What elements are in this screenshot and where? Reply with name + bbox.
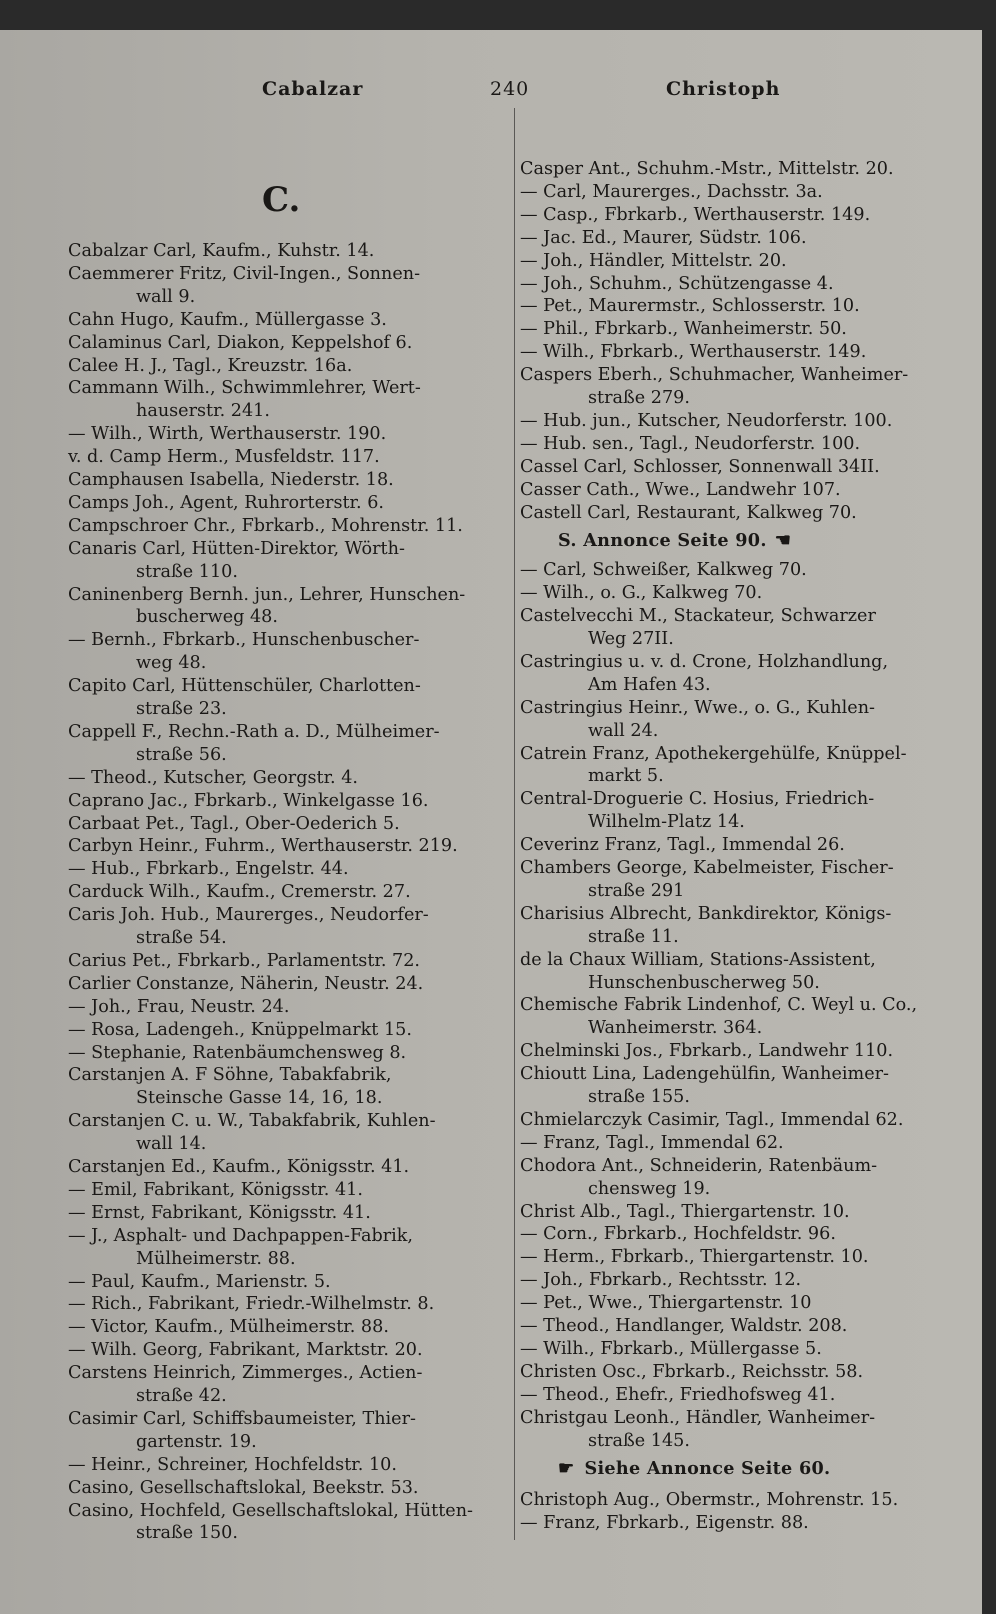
- directory-entry: Castell Carl, Restaurant, Kalkweg 70.: [520, 502, 857, 523]
- entry-continuation: Hunschenbuscherweg 50.: [588, 972, 820, 993]
- entry-continuation: Am Hafen 43.: [588, 674, 711, 695]
- directory-entry: Carstens Heinrich, Zimmerges., Actien-: [68, 1363, 423, 1384]
- directory-entry: — Hub. jun., Kutscher, Neudorferstr. 100.: [520, 410, 893, 431]
- section-letter: C.: [262, 180, 301, 220]
- directory-entry: — Phil., Fbrkarb., Wanheimerstr. 50.: [520, 319, 847, 340]
- entry-continuation: straße 150.: [136, 1523, 238, 1544]
- directory-entry: Cahn Hugo, Kaufm., Müllergasse 3.: [68, 309, 387, 330]
- entry-continuation: gartenstr. 19.: [136, 1431, 257, 1452]
- directory-entry: v. d. Camp Herm., Musfeldstr. 117.: [68, 447, 380, 468]
- directory-entry: — Carl, Schweißer, Kalkweg 70.: [520, 560, 807, 581]
- directory-entry: — Bernh., Fbrkarb., Hunschenbuscher-: [68, 630, 420, 651]
- directory-entry: — Wilh. Georg, Fabrikant, Marktstr. 20.: [68, 1340, 423, 1361]
- entry-continuation: straße 110.: [136, 561, 238, 582]
- directory-entry: Caprano Jac., Fbrkarb., Winkelgasse 16.: [68, 790, 429, 811]
- directory-entry: — Wilh., o. G., Kalkweg 70.: [520, 583, 763, 604]
- directory-entry: Christgau Leonh., Händler, Wanheimer-: [520, 1407, 876, 1428]
- directory-entry: — Theod., Handlanger, Waldstr. 208.: [520, 1316, 848, 1336]
- directory-entry: — Joh., Frau, Neustr. 24.: [68, 996, 290, 1017]
- entry-continuation: straße 291: [588, 880, 685, 901]
- entry-continuation: straße 155.: [588, 1087, 690, 1107]
- directory-entry: — Rich., Fabrikant, Friedr.-Wilhelmstr. 8.: [68, 1294, 435, 1315]
- directory-entry: Catrein Franz, Apothekergehülfe, Knüppel-: [520, 743, 907, 764]
- directory-entry: Carbaat Pet., Tagl., Ober-Oederich 5.: [68, 813, 400, 834]
- entry-continuation: hauserstr. 241.: [136, 401, 270, 422]
- directory-entry: de la Chaux William, Stations-Assistent,: [520, 949, 876, 970]
- directory-entry: Calaminus Carl, Diakon, Keppelshof 6.: [68, 332, 413, 353]
- directory-entry: — Paul, Kaufm., Marienstr. 5.: [68, 1271, 331, 1292]
- directory-entry: Chioutt Lina, Ladengehülfin, Wanheimer-: [520, 1064, 889, 1085]
- directory-entry: Carbyn Heinr., Fuhrm., Werthauserstr. 219.: [68, 836, 458, 857]
- directory-entry: — Joh., Händler, Mittelstr. 20.: [520, 250, 787, 271]
- directory-entry: — Herm., Fbrkarb., Thiergartenstr. 10.: [520, 1247, 869, 1268]
- entry-continuation: Steinsche Gasse 14, 16, 18.: [136, 1088, 383, 1109]
- annonce-text: Siehe Annonce Seite 60.: [584, 1458, 831, 1480]
- directory-entry: — Heinr., Schreiner, Hochfeldstr. 10.: [68, 1454, 397, 1475]
- directory-entry: Carlier Constanze, Näherin, Neustr. 24.: [68, 973, 424, 994]
- running-head-left: Cabalzar: [262, 78, 364, 100]
- directory-entry: Campschroer Chr., Fbrkarb., Mohrenstr. 11.: [68, 515, 463, 536]
- directory-entry: — Theod., Ehefr., Friedhofsweg 41.: [520, 1384, 836, 1405]
- directory-entry: — Emil, Fabrikant, Königsstr. 41.: [68, 1179, 363, 1200]
- entry-continuation: straße 23.: [136, 699, 227, 719]
- directory-entry: Carstanjen Ed., Kaufm., Königsstr. 41.: [68, 1157, 410, 1177]
- directory-entry: Chambers George, Kabelmeister, Fischer-: [520, 858, 894, 878]
- entry-continuation: wall 24.: [588, 720, 659, 741]
- entry-continuation: weg 48.: [136, 653, 207, 674]
- directory-entry: Casper Ant., Schuhm.-Mstr., Mittelstr. 20.: [520, 159, 894, 179]
- directory-entry: — Carl, Maurerges., Dachsstr. 3a.: [520, 181, 823, 202]
- directory-entry: Chemische Fabrik Lindenhof, C. Weyl u. Co.,: [520, 995, 918, 1016]
- directory-entry: Camphausen Isabella, Niederstr. 18.: [68, 470, 394, 490]
- directory-entry: Caemmerer Fritz, Civil-Ingen., Sonnen-: [68, 263, 421, 284]
- annonce-note: [520, 530, 791, 552]
- directory-entry: Castelvecchi M., Stackateur, Schwarzer: [520, 606, 876, 627]
- directory-entry: Chelminski Jos., Fbrkarb., Landwehr 110.: [520, 1041, 894, 1062]
- entry-continuation: straße 279.: [588, 388, 690, 408]
- entry-continuation: chensweg 19.: [588, 1178, 711, 1199]
- directory-entry: Casino, Hochfeld, Gesellschaftslokal, Hütten-: [68, 1500, 473, 1521]
- directory-entry: Camps Joh., Agent, Ruhrorterstr. 6.: [68, 492, 384, 513]
- pointing-hand-right-icon: ☛: [558, 1458, 575, 1480]
- entry-continuation: straße 56.: [136, 744, 227, 765]
- directory-entry: — Victor, Kaufm., Mülheimerstr. 88.: [68, 1317, 389, 1338]
- directory-entry: Carius Pet., Fbrkarb., Parlamentstr. 72.: [68, 950, 421, 971]
- directory-entry: Carduck Wilh., Kaufm., Cremerstr. 27.: [68, 882, 411, 903]
- directory-entry: Cabalzar Carl, Kaufm., Kuhstr. 14.: [68, 241, 375, 261]
- pointing-hand-left-icon: ☚: [774, 530, 792, 552]
- entry-continuation: straße 145.: [588, 1430, 690, 1451]
- directory-entry: — Jac. Ed., Maurer, Südstr. 106.: [520, 227, 807, 248]
- directory-entry: — Wilh., Fbrkarb., Werthauserstr. 149.: [520, 342, 867, 363]
- directory-entry: — Franz, Fbrkarb., Eigenstr. 88.: [520, 1513, 809, 1534]
- directory-entry: — Theod., Kutscher, Georgstr. 4.: [68, 767, 359, 788]
- directory-entry: Chodora Ant., Schneiderin, Ratenbäum-: [520, 1155, 878, 1176]
- directory-entry: — Franz, Tagl., Immendal 62.: [520, 1132, 784, 1153]
- directory-entry: Caninenberg Bernh. jun., Lehrer, Hunschen-: [68, 584, 466, 605]
- directory-entry: — Rosa, Ladengeh., Knüppelmarkt 15.: [68, 1019, 412, 1040]
- directory-entry: — J., Asphalt- und Dachpappen-Fabrik,: [68, 1225, 414, 1246]
- directory-entry: — Corn., Fbrkarb., Hochfeldstr. 96.: [520, 1224, 836, 1245]
- page-number: 240: [490, 78, 530, 100]
- directory-entry: Capito Carl, Hüttenschüler, Charlotten-: [68, 676, 421, 697]
- directory-entry: Cassel Carl, Schlosser, Sonnenwall 34II.: [520, 456, 880, 477]
- directory-entry: — Hub. sen., Tagl., Neudorferstr. 100.: [520, 433, 861, 454]
- directory-entry: Carstanjen C. u. W., Tabakfabrik, Kuhlen-: [68, 1111, 436, 1132]
- directory-entry: — Wilh., Wirth, Werthauserstr. 190.: [68, 424, 387, 445]
- directory-entry: Christ Alb., Tagl., Thiergartenstr. 10.: [520, 1201, 850, 1222]
- directory-entry: Ceverinz Franz, Tagl., Immendal 26.: [520, 835, 845, 856]
- directory-entry: Charisius Albrecht, Bankdirektor, Königs-: [520, 903, 892, 924]
- directory-entry: Caspers Eberh., Schuhmacher, Wanheimer-: [520, 365, 909, 386]
- directory-entry: Calee H. J., Tagl., Kreuzstr. 16a.: [68, 355, 353, 376]
- directory-entry: — Joh., Fbrkarb., Rechtsstr. 12.: [520, 1270, 802, 1291]
- directory-entry: Casser Cath., Wwe., Landwehr 107.: [520, 479, 841, 500]
- entry-continuation: straße 11.: [588, 926, 679, 947]
- directory-entry: Christoph Aug., Obermstr., Mohrenstr. 15.: [520, 1490, 899, 1511]
- directory-entry: Christen Osc., Fbrkarb., Reichsstr. 58.: [520, 1361, 864, 1382]
- directory-entry: Carstanjen A. F Söhne, Tabakfabrik,: [68, 1065, 392, 1086]
- directory-entry: — Wilh., Fbrkarb., Müllergasse 5.: [520, 1338, 822, 1359]
- directory-entry: Caris Joh. Hub., Maurerges., Neudorfer-: [68, 905, 429, 926]
- entry-continuation: buscherweg 48.: [136, 607, 278, 628]
- annonce-note: [520, 1458, 830, 1480]
- directory-entry: — Ernst, Fabrikant, Königsstr. 41.: [68, 1202, 371, 1223]
- annonce-text: S. Annonce Seite 90.: [558, 530, 767, 552]
- directory-entry: — Hub., Fbrkarb., Engelstr. 44.: [68, 859, 349, 880]
- directory-entry: — Joh., Schuhm., Schützengasse 4.: [520, 273, 834, 294]
- entry-continuation: wall 14.: [136, 1134, 207, 1155]
- entry-continuation: straße 54.: [136, 928, 227, 948]
- directory-entry: Chmielarczyk Casimir, Tagl., Immendal 62.: [520, 1109, 904, 1130]
- directory-entry: — Pet., Wwe., Thiergartenstr. 10: [520, 1293, 812, 1314]
- directory-entry: Casimir Carl, Schiffsbaumeister, Thier-: [68, 1408, 416, 1429]
- entry-continuation: wall 9.: [136, 286, 196, 307]
- directory-entry: Castringius u. v. d. Crone, Holzhandlung,: [520, 651, 889, 672]
- entry-continuation: Wanheimerstr. 364.: [588, 1018, 763, 1039]
- directory-entry: Canaris Carl, Hütten-Direktor, Wörth-: [68, 538, 405, 559]
- directory-entry: Castringius Heinr., Wwe., o. G., Kuhlen-: [520, 697, 875, 718]
- directory-page: [0, 30, 982, 1614]
- directory-entry: Casino, Gesellschaftslokal, Beekstr. 53.: [68, 1477, 419, 1498]
- entry-continuation: Mülheimerstr. 88.: [136, 1248, 296, 1269]
- running-head-right: Christoph: [666, 78, 781, 100]
- directory-entry: — Casp., Fbrkarb., Werthauserstr. 149.: [520, 204, 871, 225]
- entry-continuation: markt 5.: [588, 766, 664, 787]
- directory-entry: — Stephanie, Ratenbäumchensweg 8.: [68, 1042, 407, 1063]
- directory-entry: — Pet., Maurermstr., Schlosserstr. 10.: [520, 296, 860, 317]
- entry-continuation: Wilhelm-Platz 14.: [588, 812, 745, 833]
- directory-entry: Cappell F., Rechn.-Rath a. D., Mülheimer-: [68, 721, 440, 742]
- column-divider: [514, 108, 515, 1540]
- directory-entry: Central-Droguerie C. Hosius, Friedrich-: [520, 789, 875, 810]
- directory-entry: Cammann Wilh., Schwimmlehrer, Wert-: [68, 378, 421, 399]
- entry-continuation: straße 42.: [136, 1386, 227, 1406]
- entry-continuation: Weg 27II.: [588, 629, 674, 649]
